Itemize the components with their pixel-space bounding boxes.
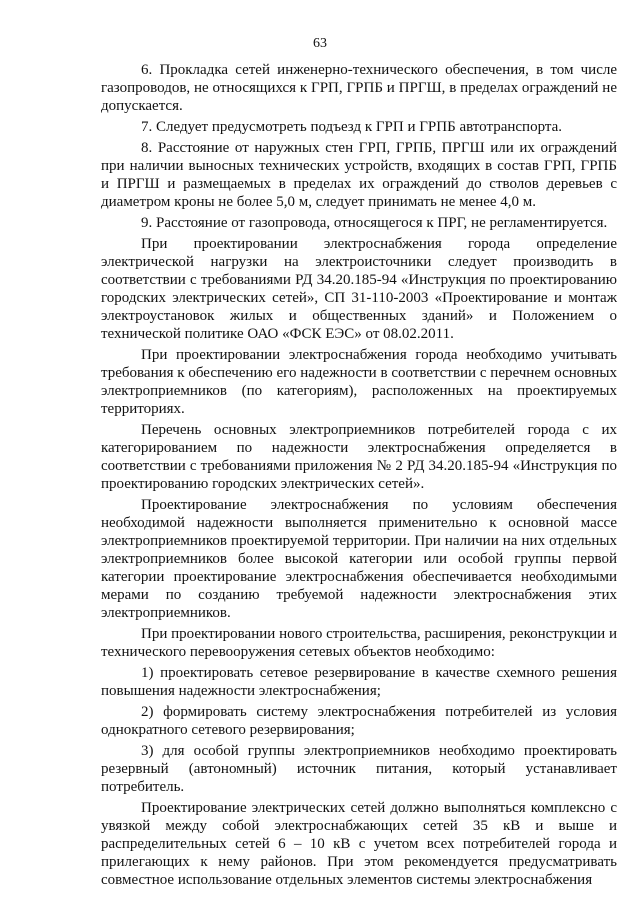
paragraph: При проектировании электроснабжения города определение электрической нагрузки на электроисточники следует производить в соответствии с требованиями РД 34.20.185-94 «Инструкция по проектированию городских электрических сетей», СП 31-110-2003 «Проектирование и монтаж электроустановок жилых и общественных зданий» и Положением о технической политике ОАО «ФСК ЕЭС» от 08.02.2011. [101,236,617,342]
paragraph: Перечень основных электроприемников потребителей города с их категорированием по надежности электроснабжения определяется в соответствии с требованиями приложения № 2 РД 34.20.185-94 «Инструкция по проектированию городских электрических сетей». [101,422,617,492]
paragraph: 9. Расстояние от газопровода, относящегося к ПРГ, не регламентируется. [141,215,608,231]
paragraph: 8. Расстояние от наружных стен ГРП, ГРПБ, ПРГШ или их ограждений при наличии выносных технических устройств, входящих в состав ГРП, ГРПБ и ПРГШ и размещаемых в пределах их ограждений до стволов деревьев с диаметром кроны не более 5,0 м, следует принимать не менее 4,0 м. [101,140,617,210]
paragraph: Проектирование электрических сетей должно выполняться комплексно с увязкой между собой электроснабжающих сетей 35 кВ и выше и распределительных сетей 6 – 10 кВ с учетом всех потребителей города и прилегающих к нему районов. При этом рекомендуется предусматривать совместное использование отдельных элементов системы электроснабжения [101,800,617,888]
paragraph: При проектировании электроснабжения города необходимо учитывать требования к обеспечению его надежности в соответствии с перечнем основных электроприемников (по категориям), расположенных на проектируемых территориях. [101,347,617,417]
document-body [101,61,617,892]
paragraph: Проектирование электроснабжения по условиям обеспечения необходимой надежности выполняется применительно к основной массе электроприемников проектируемой территории. При наличии на них отдельных электроприемников более высокой категории или особой группы первой категории проектирование электроснабжения обеспечивается необходимыми мерами по созданию требуемой надежности электроснабжения этих электроприемников. [101,497,617,621]
paragraph: При проектировании нового строительства, расширения, реконструкции и технического перевооружения сетевых объектов необходимо: [101,626,617,660]
list-item: 2) формировать систему электроснабжения потребителей из условия однократного сетевого резервирования; [101,704,617,738]
paragraph: 6. Прокладка сетей инженерно-технического обеспечения, в том числе газопроводов, не относящихся к ГРП, ГРПБ и ПРГШ, в пределах ограждений не допускается. [101,62,617,114]
page-number: 63 [313,36,327,51]
list-item: 3) для особой группы электроприемников необходимо проектировать резервный (автономный) источник питания, который устанавливает потребитель. [101,743,617,795]
list-item: 1) проектировать сетевое резервирование в качестве схемного решения повышения надежности электроснабжения; [101,665,617,699]
paragraph: 7. Следует предусмотреть подъезд к ГРП и ГРПБ автотранспорта. [141,119,563,135]
